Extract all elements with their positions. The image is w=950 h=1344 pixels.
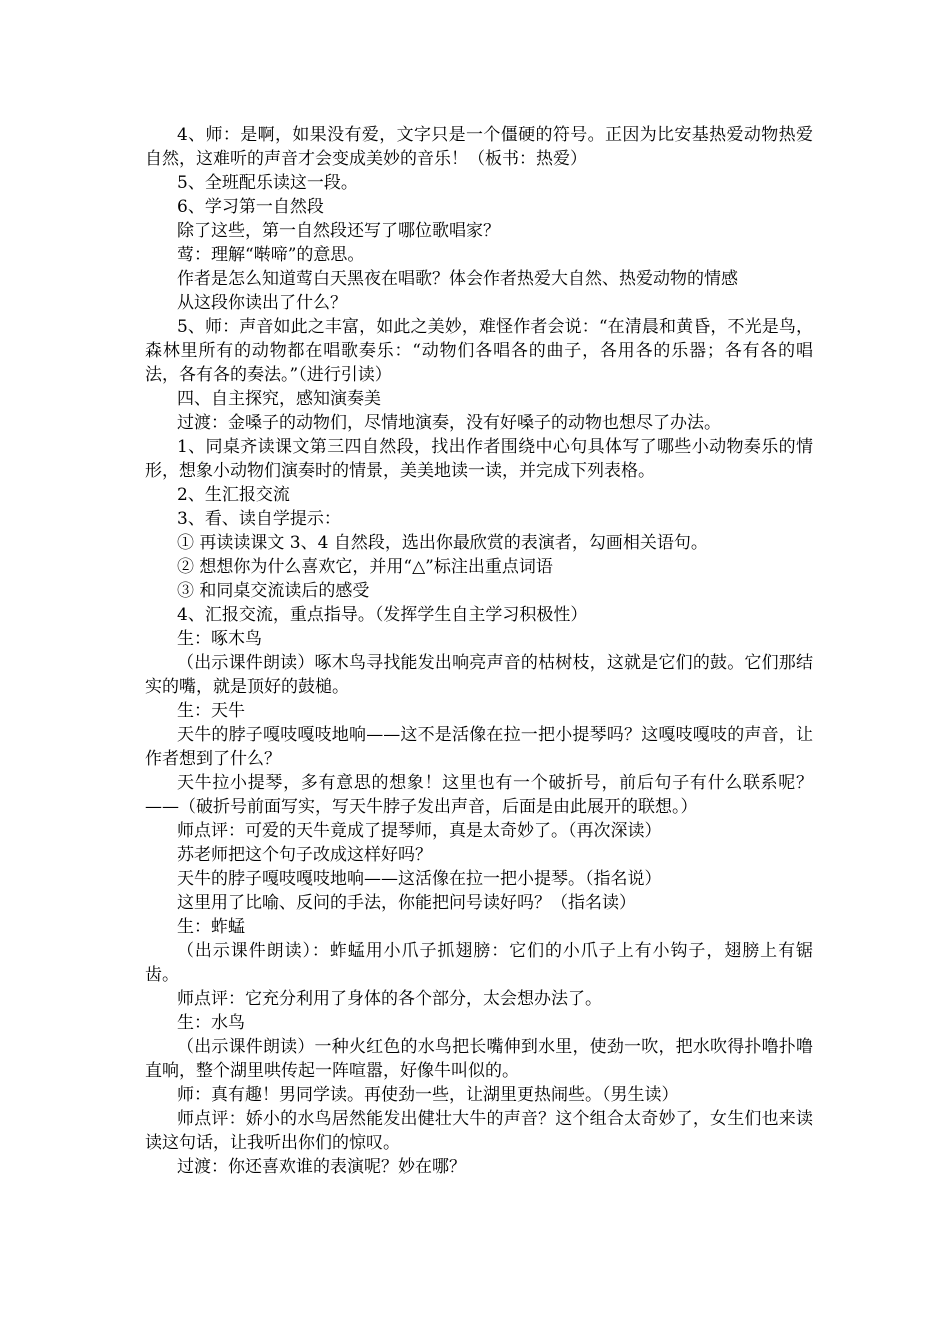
- document-body: [145, 123, 813, 1179]
- paragraph: 3、看、读自学提示：: [177, 509, 341, 529]
- paragraph: 天牛的脖子嘎吱嘎吱地响——这活像在拉一把小提琴。（指名说）: [177, 869, 662, 889]
- paragraph: 师点评：娇小的水鸟居然能发出健壮大牛的声音？这个组合太奇妙了，女生们也来读读这句话，让我听出你们的惊叹。: [145, 1109, 813, 1153]
- paragraph: 5、师：声音如此之丰富，如此之美妙，难怪作者会说：“在清晨和黄昏，不光是鸟，森林里所有的动物都在唱歌奏乐：“动物们各唱各的曲子，各用各的乐器；各有各的唱法，各有各的奏法。”（进行引读）: [145, 317, 813, 385]
- paragraph: 师点评：可爱的天牛竟成了提琴师，真是太奇妙了。（再次深读）: [177, 821, 662, 841]
- paragraph: 2、生汇报交流: [177, 485, 290, 505]
- paragraph: 生：蚱蜢: [177, 917, 245, 937]
- paragraph: 作者是怎么知道莺白天黑夜在唱歌？体会作者热爱大自然、热爱动物的情感: [177, 269, 738, 289]
- paragraph: （出示课件朗读）一种火红色的水鸟把长嘴伸到水里，使劲一吹，把水吹得扑噜扑噜直响，整个湖里哄传起一阵喧嚣，好像牛叫似的。: [145, 1037, 813, 1081]
- paragraph: 师：真有趣！男同学读。再使劲一些，让湖里更热闹些。（男生读）: [177, 1085, 679, 1105]
- paragraph: 从这段你读出了什么？: [177, 293, 347, 313]
- paragraph: 1、同桌齐读课文第三四自然段，找出作者围绕中心句具体写了哪些小动物奏乐的情形，想象小动物们演奏时的情景，美美地读一读，并完成下列表格。: [145, 437, 813, 481]
- paragraph: 除了这些，第一自然段还写了哪位歌唱家？: [177, 221, 500, 241]
- paragraph: 生：啄木鸟: [177, 629, 262, 649]
- paragraph: 苏老师把这个句子改成这样好吗？: [177, 845, 432, 865]
- paragraph: 生：天牛: [177, 701, 245, 721]
- section-heading: 四、自主探究，感知演奏美: [177, 389, 381, 409]
- paragraph: 过渡：金嗓子的动物们，尽情地演奏，没有好嗓子的动物也想尽了办法。: [177, 413, 721, 433]
- paragraph: 5、全班配乐读这一段。: [177, 173, 358, 193]
- list-item: ① 再读读课文 3、4 自然段，选出你最欣赏的表演者，勾画相关语句。: [177, 533, 708, 553]
- paragraph: 6、学习第一自然段: [177, 197, 324, 217]
- paragraph: 过渡：你还喜欢谁的表演呢？妙在哪？: [177, 1157, 466, 1177]
- paragraph: （出示课件朗读）啄木鸟寻找能发出响亮声音的枯树枝，这就是它们的鼓。它们那结实的嘴，就是顶好的鼓槌。: [145, 653, 813, 697]
- paragraph: 这里用了比喻、反问的手法，你能把问号读好吗？（指名读）: [177, 893, 636, 913]
- paragraph: 天牛拉小提琴，多有意思的想象！这里也有一个破折号，前后句子有什么联系呢？——（破折号前面写实，写天牛脖子发出声音，后面是由此展开的联想。）: [145, 773, 813, 817]
- paragraph: 生：水鸟: [177, 1013, 245, 1033]
- list-item: ② 想想你为什么喜欢它，并用“△”标注出重点词语: [177, 557, 553, 577]
- paragraph: （出示课件朗读）：蚱蜢用小爪子抓翅膀：它们的小爪子上有小钩子，翅膀上有锯齿。: [145, 941, 813, 985]
- paragraph: 4、汇报交流，重点指导。（发挥学生自主学习积极性）: [177, 605, 588, 625]
- list-item: ③ 和同桌交流读后的感受: [177, 581, 370, 601]
- paragraph: 师点评：它充分利用了身体的各个部分，太会想办法了。: [177, 989, 602, 1009]
- paragraph: 天牛的脖子嘎吱嘎吱地响——这不是活像在拉一把小提琴吗？这嘎吱嘎吱的声音，让作者想到了什么？: [145, 725, 813, 769]
- paragraph: 4、师：是啊，如果没有爱，文字只是一个僵硬的符号。正因为比安基热爱动物热爱自然，这难听的声音才会变成美妙的音乐！（板书：热爱）: [145, 125, 813, 169]
- paragraph: 莺：理解“啭啼”的意思。: [177, 245, 365, 265]
